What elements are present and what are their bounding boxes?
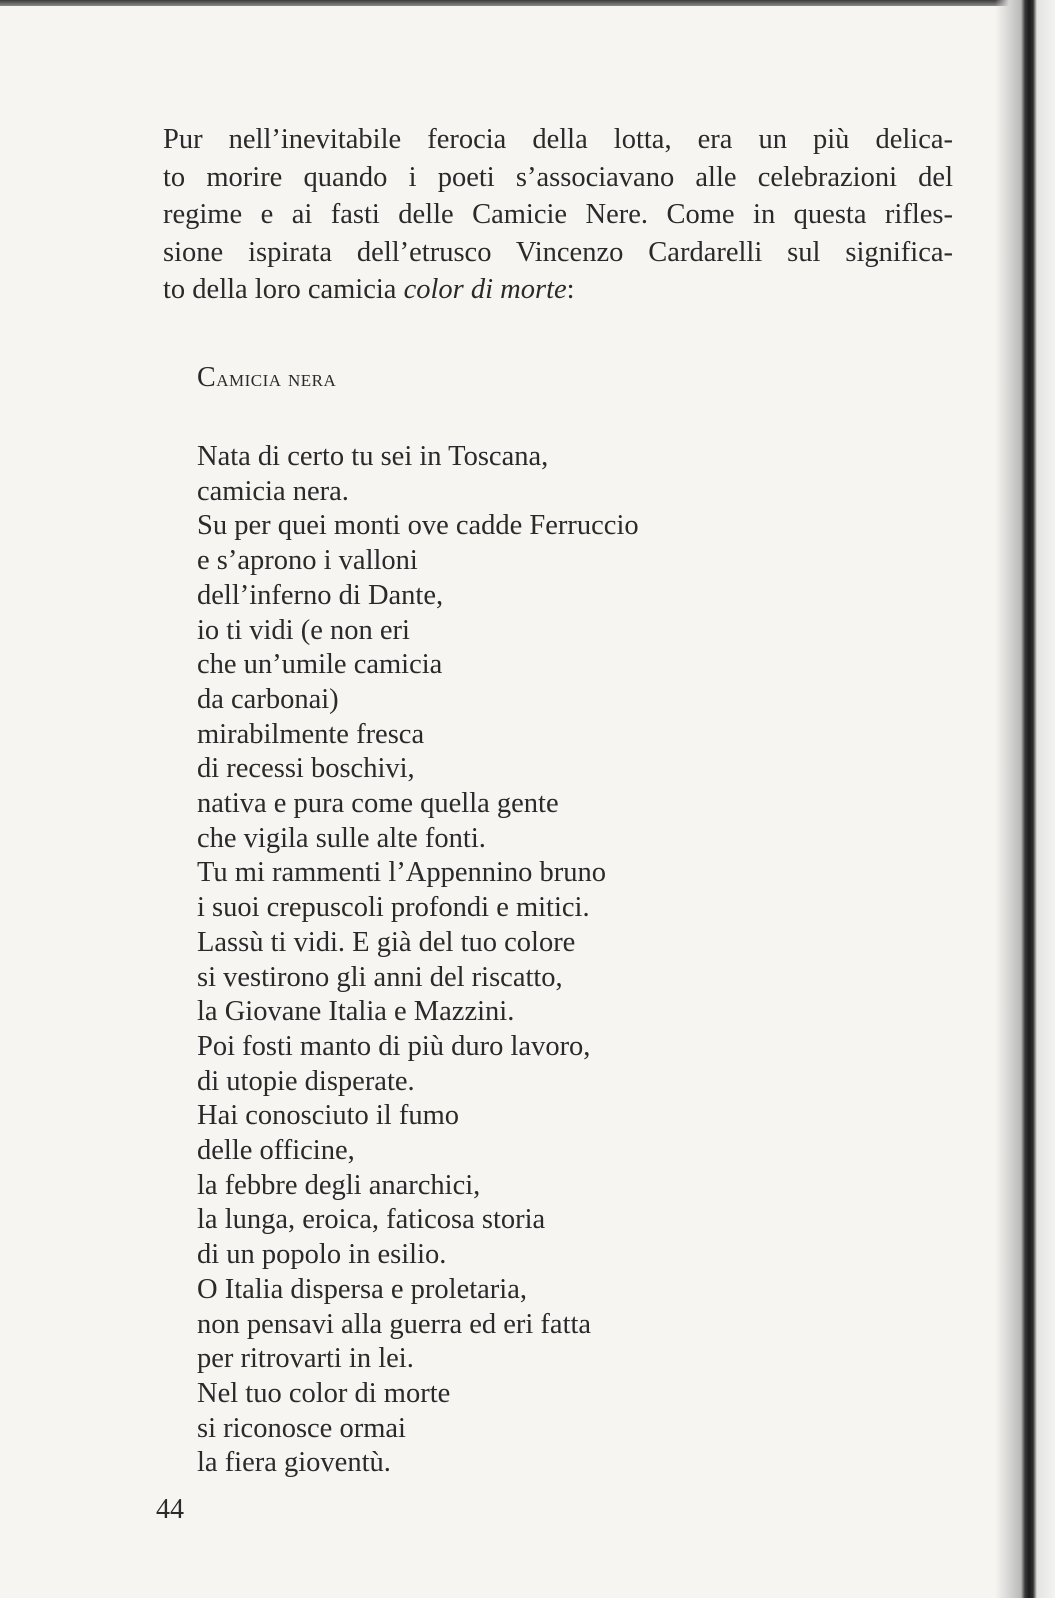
poem-verse-line: non pensavi alla guerra ed eri fatta: [197, 1308, 592, 1340]
poem-verse-line: la fiera gioventù.: [197, 1447, 391, 1479]
poem-verse-line: per ritrovarti in lei.: [197, 1343, 414, 1375]
poem-verse-line: nativa e pura come quella gente: [197, 788, 559, 820]
poem-title-rest: amicia nera: [216, 366, 337, 392]
book-spine-shadow: [995, 0, 1055, 1598]
poem-verse-line: Nel tuo color di morte: [197, 1377, 451, 1409]
poem-verse-line: O Italia dispersa e proletaria,: [197, 1273, 527, 1305]
intro-italic-phrase: color di morte: [403, 274, 567, 305]
poem-verse-line: i suoi crepuscoli profondi e mitici.: [197, 892, 590, 924]
poem-verse-line: e s’aprono i valloni: [197, 545, 418, 577]
poem-title: [197, 362, 639, 394]
intro-line: to morire quando i poeti s’associavano alle celebrazioni del: [163, 161, 953, 193]
intro-line: regime e ai fasti delle Camicie Nere. Come in questa rifles-: [163, 199, 953, 230]
poem-verse-line: di recessi boschivi,: [197, 753, 415, 785]
intro-text: [163, 121, 953, 309]
poem-verse-line: io ti vidi (e non eri: [197, 614, 410, 646]
poem-verse-line: mirabilmente fresca: [197, 718, 425, 750]
poem: [197, 362, 639, 1481]
poem-title-initial: C: [197, 362, 217, 393]
intro-line-last: [163, 271, 953, 309]
poem-verse-line: si riconosce ormai: [197, 1412, 406, 1444]
intro-line: sione ispirata dell’etrusco Vincenzo Cardarelli sul significa-: [163, 236, 953, 268]
intro-last-prefix: to della loro camicia: [163, 274, 404, 305]
poem-verse-line: che vigila sulle alte fonti.: [197, 822, 486, 854]
poem-verse-line: la Giovane Italia e Mazzini.: [197, 996, 515, 1028]
page-number: 44: [156, 1494, 184, 1525]
poem-verse-line: di un popolo in esilio.: [197, 1239, 447, 1271]
poem-verse-line: Hai conosciuto il fumo: [197, 1100, 459, 1132]
poem-verse-line: Poi fosti manto di più duro lavoro,: [197, 1030, 591, 1062]
poem-verse-line: delle officine,: [197, 1135, 355, 1167]
intro-paragraph: [163, 121, 953, 309]
poem-verse-line: Lassù ti vidi. E già del tuo colore: [197, 926, 576, 958]
poem-verse-line: di utopie disperate.: [197, 1065, 415, 1097]
poem-verse-line: Su per quei monti ove cadde Ferruccio: [197, 510, 639, 542]
intro-last-suffix: :: [566, 274, 575, 305]
poem-verse-line: camicia nera.: [197, 475, 349, 507]
poem-verse-line: la lunga, eroica, faticosa storia: [197, 1204, 546, 1236]
poem-verse-line: Nata di certo tu sei in Toscana,: [197, 441, 549, 472]
poem-verse-line: che un’umile camicia: [197, 649, 443, 681]
poem-verse-line: Tu mi rammenti l’Appennino bruno: [197, 857, 607, 889]
poem-verse-line: da carbonai): [197, 683, 339, 715]
poem-verse-line: dell’inferno di Dante,: [197, 579, 444, 611]
poem-verses: [197, 440, 639, 1481]
poem-verse-line: si vestirono gli anni del riscatto,: [197, 961, 563, 993]
poem-verse-line: la febbre degli anarchici,: [197, 1169, 481, 1201]
intro-line: Pur nell’inevitabile ferocia della lotta, era un più delica-: [163, 124, 953, 155]
page-top-edge: [0, 0, 1010, 6]
